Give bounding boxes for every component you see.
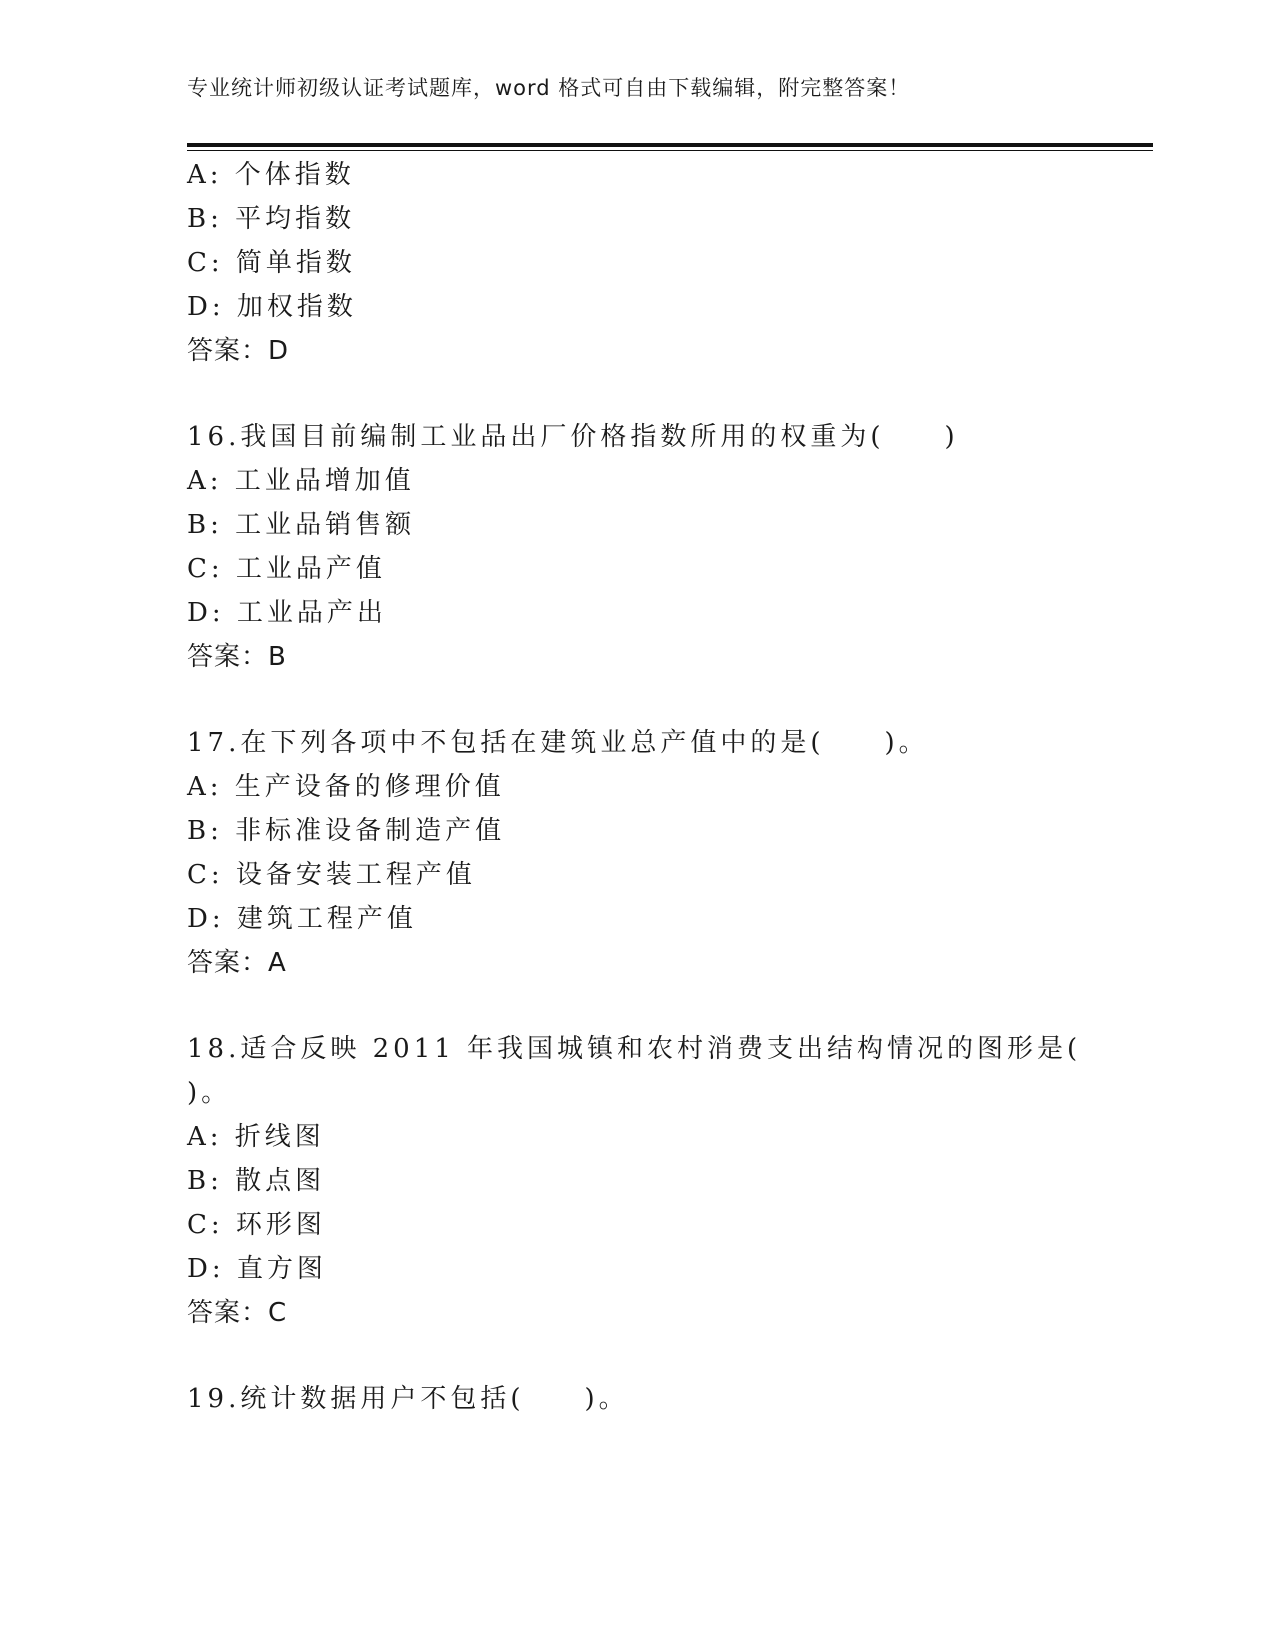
q18-option-c: C: 环形图 bbox=[187, 1210, 326, 1240]
q16-option-d: D: 工业品产出 bbox=[187, 598, 387, 628]
q17-answer: 答案：A bbox=[187, 948, 287, 978]
q16-option-b: B: 工业品销售额 bbox=[187, 510, 416, 540]
q18-question-line1: 18.适合反映 2011 年我国城镇和农村消费支出结构情况的图形是( bbox=[187, 1034, 1082, 1064]
header-divider-thin bbox=[187, 150, 1153, 151]
q16-answer: 答案：B bbox=[187, 642, 287, 672]
q18-option-d: D: 直方图 bbox=[187, 1254, 327, 1284]
q15-answer: 答案：D bbox=[187, 336, 290, 366]
q16-option-a: A: 工业品增加值 bbox=[187, 466, 415, 496]
q17-question: 17.在下列各项中不包括在建筑业总产值中的是( )。 bbox=[187, 728, 929, 758]
q15-option-c: C: 简单指数 bbox=[187, 248, 356, 278]
q17-option-b: B: 非标准设备制造产值 bbox=[187, 816, 506, 846]
page-header: 专业统计师初级认证考试题库，word 格式可自由下载编辑，附完整答案！ bbox=[187, 76, 911, 100]
q15-option-d: D: 加权指数 bbox=[187, 292, 357, 322]
q15-option-b: B: 平均指数 bbox=[187, 204, 356, 234]
header-divider-thick bbox=[187, 143, 1153, 147]
q19-question: 19.统计数据用户不包括( )。 bbox=[187, 1384, 629, 1414]
q16-option-c: C: 工业品产值 bbox=[187, 554, 386, 584]
q16-question: 16.我国目前编制工业品出厂价格指数所用的权重为( ) bbox=[187, 422, 959, 452]
q18-answer: 答案：C bbox=[187, 1298, 288, 1328]
q17-option-a: A: 生产设备的修理价值 bbox=[187, 772, 505, 802]
q18-option-b: B: 散点图 bbox=[187, 1166, 326, 1196]
q18-question-line2: )。 bbox=[187, 1078, 232, 1108]
q17-option-c: C: 设备安装工程产值 bbox=[187, 860, 476, 890]
q15-option-a: A: 个体指数 bbox=[187, 160, 355, 190]
q18-option-a: A: 折线图 bbox=[187, 1122, 325, 1152]
q17-option-d: D: 建筑工程产值 bbox=[187, 904, 417, 934]
